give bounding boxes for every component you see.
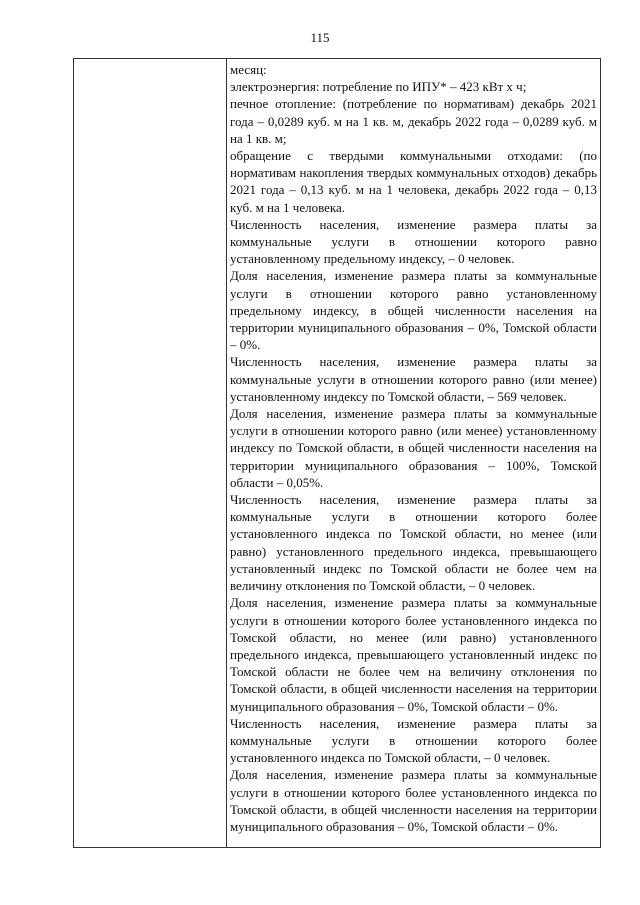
paragraph-electricity: электроэнергия: потребление по ИПУ* – 423 кВт х ч; <box>230 79 527 95</box>
paragraph-population-above-index: Численность населения, изменение размера платы за коммунальные услуги в отношении которого более установленного индекса по Томской области, – 0 человек. <box>230 715 597 766</box>
paragraph-share-equal-index: Доля населения, изменение размера платы за коммунальные услуги в отношении которого равно (или менее) установленному индексу по Томской области, в общей численности населения на территории муниципального образования – 100%, Томской области – 0,05%. <box>230 406 597 490</box>
paragraph-population-above-index-within-limit: Численность населения, изменение размера платы за коммунальные услуги в отношении которого более установленного индекса по Томской области, но менее (или равно) установленного предельного индекса, превышающего установленный индекс по Томской области не более чем на величину отклонения по Томской области, – 0 человек. <box>230 492 597 594</box>
paragraph-share-above-index: Доля населения, изменение размера платы за коммунальные услуги в отношении которого более установленного индекса по Томской области, в общей численности населения на территории муниципального образования – 0%, Томской области – 0%. <box>230 767 597 834</box>
paragraph-share-above-index-within-limit: Доля населения, изменение размера платы за коммунальные услуги в отношении которого более установленного индекса по Томской области, но менее (или равно) установленного предельного индекса, превышающего установленный индекс по Томской области не более чем на величину отклонения по Томской области, в общей численности населения на территории муниципального образования – 0%, Томской области – 0%. <box>230 595 597 714</box>
paragraph-stove-heating: печное отопление: (потребление по нормативам) декабрь 2021 года – 0,0289 куб. м на 1 кв. м, декабрь 2022 года – 0,0289 куб. м на 1 кв. м; <box>230 96 597 146</box>
paragraph-population-equal-index: Численность населения, изменение размера платы за коммунальные услуги в отношении которого равно (или менее) установленному индексу по Томской области, – 569 человек. <box>230 354 597 404</box>
paragraph-period: месяц: <box>230 62 267 77</box>
page-number: 115 <box>310 30 330 45</box>
paragraph-share-equal-limit: Доля населения, изменение размера платы за коммунальные услуги в отношении которого равно установленному предельному индексу, в общей численности населения на территории муниципального образования – 0%, Томской области – 0%. <box>230 268 597 353</box>
column-divider <box>226 59 227 847</box>
table-cell-content <box>230 61 597 835</box>
paragraph-solid-waste: обращение с твердыми коммунальными отходами: (по нормативам накопления твердых коммунальных отходов) декабрь 2021 года – 0,13 куб. м на 1 человека, декабрь 2022 года – 0,13 куб. м на 1 человека. <box>230 148 597 215</box>
document-table <box>73 58 601 848</box>
paragraph-population-equal-limit: Численность населения, изменение размера платы за коммунальные услуги в отношении которого равно установленному предельному индексу, – 0 человек. <box>230 216 597 267</box>
